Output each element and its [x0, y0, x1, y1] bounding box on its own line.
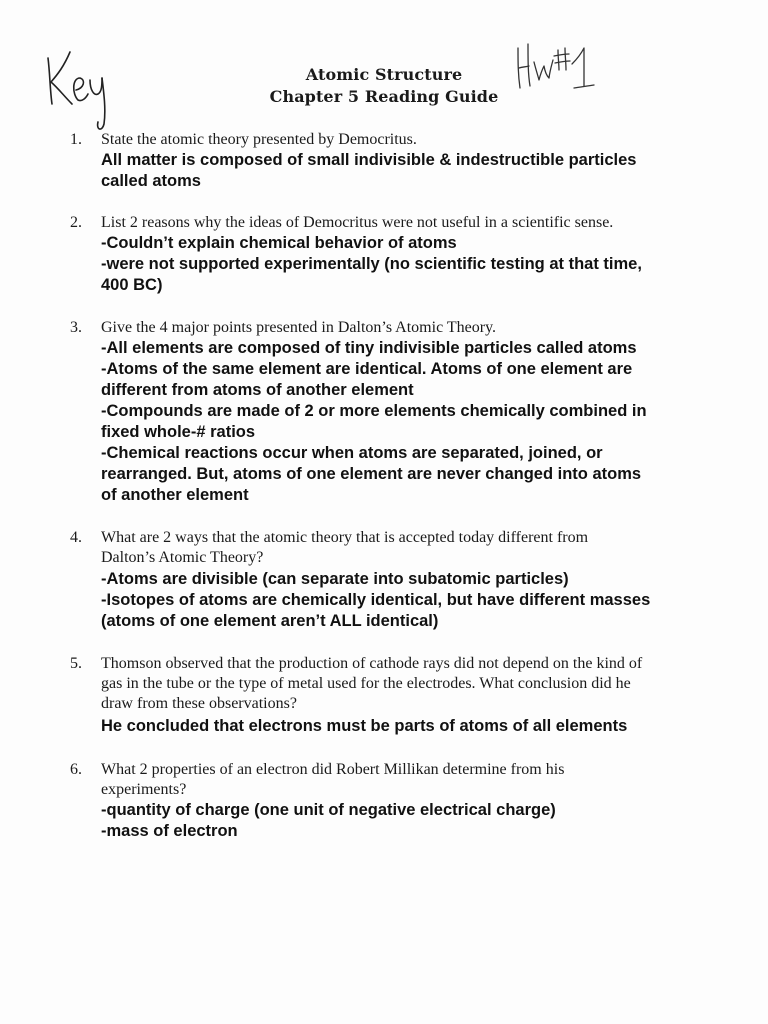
answer-line: fixed whole-# ratios — [101, 423, 256, 441]
question-text: Give the 4 major points presented in Dalton’s Atomic Theory. — [101, 319, 497, 336]
answer-text — [101, 338, 701, 506]
worksheet-title — [0, 64, 768, 108]
answer-line: rearranged. But, atoms of one element are never changed into atoms — [101, 465, 642, 483]
answer-line: -Chemical reactions occur when atoms are separated, joined, or — [101, 444, 603, 462]
answer-line: -All elements are composed of tiny indivisible particles called atoms — [101, 339, 637, 357]
question-number: 6. — [70, 761, 82, 778]
answer-text — [101, 800, 701, 842]
answer-text — [101, 150, 701, 192]
question-number: 1. — [70, 131, 82, 148]
question-number: 4. — [70, 529, 82, 546]
answer-text — [101, 716, 701, 737]
answer-line: -Couldn’t explain chemical behavior of atoms — [101, 234, 457, 252]
answer-line: of another element — [101, 486, 249, 504]
answer-line: called atoms — [101, 172, 201, 190]
title-line-2: Chapter 5 Reading Guide — [269, 87, 499, 106]
question-text: State the atomic theory presented by Democritus. — [101, 131, 417, 148]
answer-line: -Compounds are made of 2 or more elements chemically combined in — [101, 402, 647, 420]
question-number: 5. — [70, 655, 82, 672]
question-text: What are 2 ways that the atomic theory that is accepted today different from Dalton’s Atomic Theory? — [101, 529, 589, 566]
answer-text — [101, 233, 701, 296]
answer-line: 400 BC) — [101, 276, 163, 294]
question-text: List 2 reasons why the ideas of Democritus were not useful in a scientific sense. — [101, 214, 614, 231]
question-number: 2. — [70, 214, 82, 231]
answer-line: (atoms of one element aren’t ALL identical) — [101, 612, 439, 630]
answer-line: -mass of electron — [101, 822, 238, 840]
answer-line: -were not supported experimentally (no scientific testing at that time, — [101, 255, 642, 273]
answer-line: -Atoms of the same element are identical. Atoms of one element are — [101, 360, 633, 378]
answer-line: -Isotopes of atoms are chemically identical, but have different masses — [101, 591, 651, 609]
answer-line: -quantity of charge (one unit of negative electrical charge) — [101, 801, 556, 819]
title-line-1: Atomic Structure — [305, 65, 463, 84]
question-text: Thomson observed that the production of cathode rays did not depend on the kind of gas in the tube or the type of metal used for the electrodes. What conclusion did he draw from these observations? — [101, 655, 643, 712]
answer-line: -Atoms are divisible (can separate into subatomic particles) — [101, 570, 569, 588]
answer-text — [101, 569, 701, 632]
question-number: 3. — [70, 319, 82, 336]
question-text: What 2 properties of an electron did Robert Millikan determine from his experiments? — [101, 761, 565, 798]
answer-line: He concluded that electrons must be parts of atoms of all elements — [101, 717, 628, 735]
answer-line: different from atoms of another element — [101, 381, 414, 399]
answer-line: All matter is composed of small indivisible & indestructible particles — [101, 151, 637, 169]
